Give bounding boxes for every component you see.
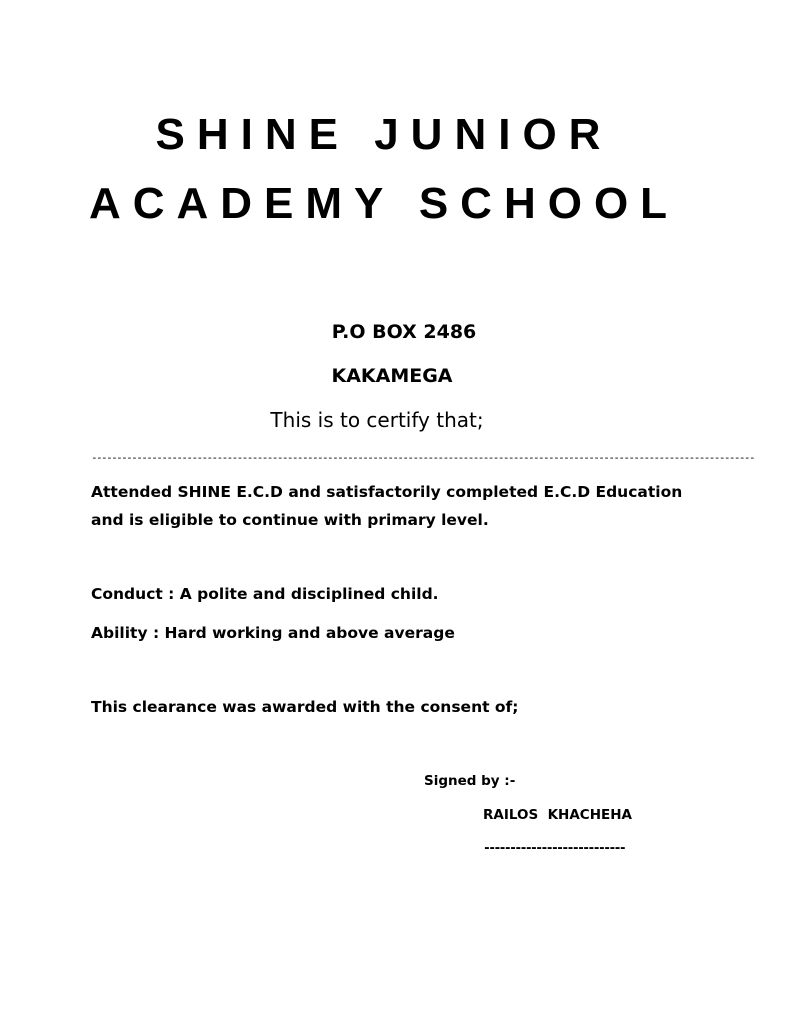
name-blank-line: ------------------------------------------------------------------------------------------------------------------------------------: [91, 451, 754, 464]
postal-address: P.O BOX 2486: [331, 321, 477, 343]
school-name-line-1: SHINE JUNIOR: [155, 110, 613, 159]
certify-intro: This is to certify that;: [270, 408, 484, 432]
completion-statement-line-1: Attended SHINE E.C.D and satisfactorily completed E.C.D Education: [91, 483, 683, 501]
signature-line: ---------------------------: [483, 841, 625, 856]
completion-statement: [91, 478, 691, 534]
signer-name: RAILOS KHACHEHA: [483, 807, 632, 823]
school-name-line-2: ACADEMY SCHOOL: [88, 179, 680, 228]
conduct-remark: Conduct : A polite and disciplined child.: [91, 585, 439, 603]
ability-remark: Ability : Hard working and above average: [91, 624, 455, 642]
town-name: KAKAMEGA: [331, 365, 453, 387]
completion-statement-line-2: and is eligible to continue with primary level.: [91, 511, 489, 529]
consent-statement: This clearance was awarded with the consent of;: [91, 698, 519, 716]
signed-by-label: Signed by :-: [424, 773, 516, 789]
